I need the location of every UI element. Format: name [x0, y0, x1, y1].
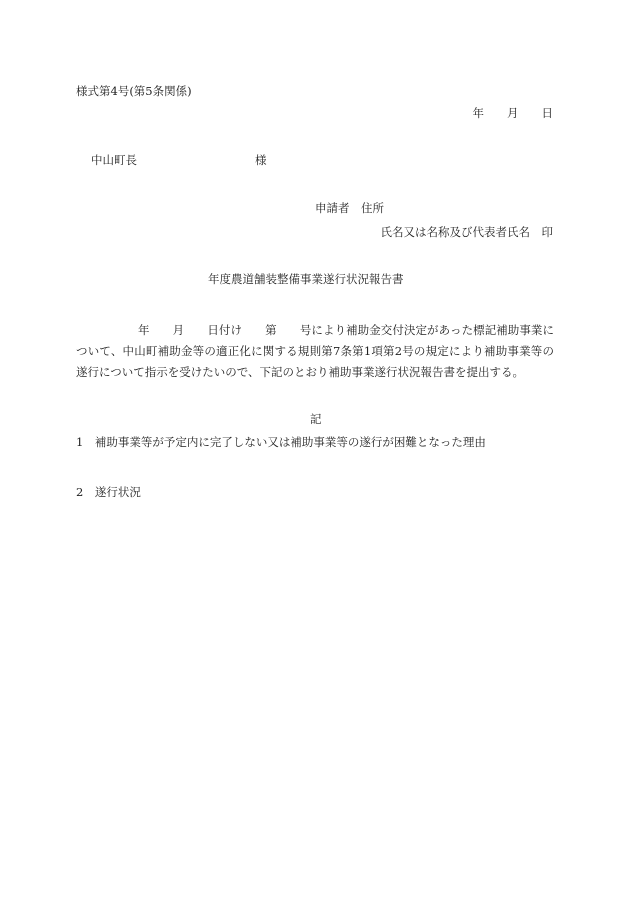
- list-item: 1 補助事業等が予定内に完了しない又は補助事業等の遂行が困難となった理由: [76, 435, 486, 449]
- form-number: 様式第4号(第5条関係): [76, 84, 192, 98]
- honorific: 様: [255, 153, 267, 167]
- date-line: 年 月 日: [472, 106, 553, 120]
- applicant-name-label: 氏名又は名称及び代表者氏名 印: [380, 225, 553, 239]
- document-title: 年度農道舗装整備事業遂行状況報告書: [208, 272, 404, 286]
- list-item: 2 遂行状況: [76, 485, 141, 499]
- body-paragraph: 年 月 日付け 第 号により補助金交付決定があった標記補助事業について、中山町補助金等の適正化に関する規則第7条第1項第2号の規定により補助事業等の遂行について指示を受けたいので、下記のとおり補助事業遂行状況報告書を提出する。: [76, 323, 554, 379]
- ki-heading: 記: [310, 412, 322, 426]
- addressee: 中山町長: [91, 153, 137, 167]
- applicant-address-label: 申請者 住所: [315, 201, 384, 215]
